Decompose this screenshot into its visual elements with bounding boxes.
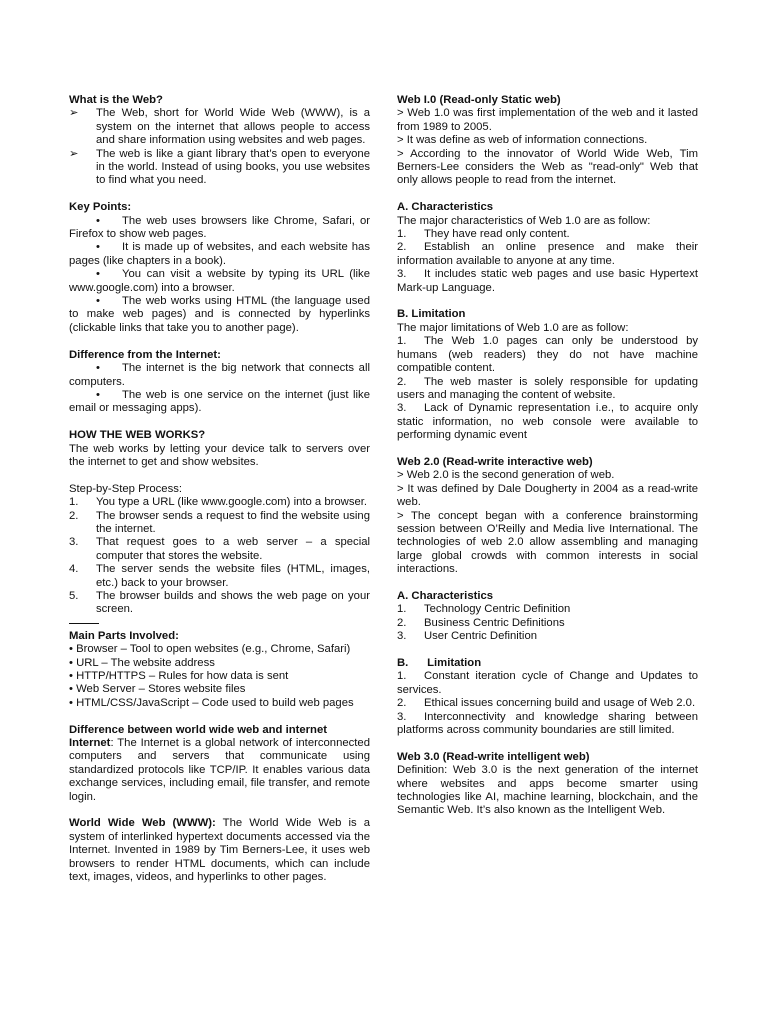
arrow-bullet-icon: ➢ <box>69 107 79 120</box>
item-number: 3. <box>397 630 407 643</box>
step-text: The browser sends a request to find the website using the internet. <box>96 509 370 535</box>
key-point <box>69 295 370 335</box>
item-number: 3. <box>397 710 407 723</box>
key-point-text: The web uses browsers like Chrome, Safari, or Firefox to show web pages. <box>69 214 370 241</box>
bullet-icon: • <box>96 362 100 375</box>
how-web-works-heading: HOW THE WEB WORKS? <box>69 429 206 442</box>
main-part-item: • HTML/CSS/JavaScript – Code used to build web pages <box>69 696 354 709</box>
web1-limitation-item <box>397 376 698 403</box>
www-label: World Wide Web (WWW): <box>69 817 216 830</box>
item-number: 3. <box>397 268 407 281</box>
step-number: 5. <box>69 589 79 602</box>
web2-limitation-item <box>397 711 698 738</box>
what-is-web-heading: What is the Web? <box>69 94 163 106</box>
item-text: The web master is solely responsible for updating users and managing the content of website. <box>397 375 698 401</box>
item-text: The Web 1.0 pages can only be understood by humans (web readers) they do not have machine compatible content. <box>397 335 698 375</box>
item-number: 3. <box>397 402 407 415</box>
www-text: The World Wide Web is a system of interlinked hypertext documents accessed via the Internet. Invented in 1989 by Tim Berners-Lee, it uses web browsers to render HTML documents, which can include text, images, videos, and hyperlinks to other pages. <box>69 817 370 884</box>
web2-line: > It was defined by Dale Dougherty in 2004 as a read-write web. <box>397 482 698 509</box>
item-number: 1. <box>397 670 407 683</box>
web3-heading: Web 3.0 (Read-write intelligent web) <box>397 750 590 763</box>
item-text: They have read only content. <box>424 228 570 241</box>
item-text: Interconnectivity and knowledge sharing between platforms across community boundaries are still limited. <box>397 710 698 737</box>
what-item-text: The Web, short for World Wide Web (WWW), is a system on the internet that allows people to access and share information using websites and web pages. <box>96 107 370 147</box>
web3-definition: Definition: Web 3.0 is the next generation of the internet where websites and apps become smarter using technologies like AI, machine learning, blockchain, and the Semantic Web. It’s also known as the Intelligent Web. <box>397 764 698 817</box>
web1-limitation-item <box>397 402 698 442</box>
step-number: 3. <box>69 536 79 549</box>
web1-heading: Web I.0 (Read-only Static web) <box>397 94 561 106</box>
web1-characteristic-item <box>397 241 698 268</box>
arrow-bullet-icon: ➢ <box>69 147 79 160</box>
web2-characteristic-item <box>397 630 698 643</box>
web2-limitation-heading: B. Limitation <box>397 656 482 669</box>
key-point-text: It is made up of websites, and each website has pages (like chapters in a book). <box>69 241 370 267</box>
item-text: Technology Centric Definition <box>424 603 571 616</box>
item-text: Establish an online presence and make their information available to anyone at any time. <box>397 241 698 267</box>
bullet-icon: • <box>96 295 100 308</box>
main-parts-heading: Main Parts Involved: <box>69 629 179 642</box>
item-text: Business Centric Definitions <box>424 616 565 629</box>
item-number: 1. <box>397 603 407 616</box>
www-definition <box>69 817 370 884</box>
web1-limitation-intro: The major limitations of Web 1.0 are as follow: <box>397 321 629 334</box>
web1-line: > Web 1.0 was first implementation of the web and it lasted from 1989 to 2005. <box>397 107 698 133</box>
item-number: 2. <box>397 375 407 388</box>
step-text: That request goes to a web server – a special computer that stores the website. <box>96 536 370 562</box>
key-point <box>69 215 370 242</box>
item-number: 1. <box>397 335 407 348</box>
web1-line: > It was define as web of information connections. <box>397 134 648 147</box>
main-part-item: • Browser – Tool to open websites (e.g., Chrome, Safari) <box>69 643 351 656</box>
main-part-item: • Web Server – Stores website files <box>69 683 246 696</box>
bullet-icon: • <box>96 241 100 254</box>
item-text: Ethical issues concerning build and usage of Web 2.0. <box>424 697 696 710</box>
web1-characteristic-item <box>397 268 698 295</box>
item-text: Lack of Dynamic representation i.e., to acquire only static information, no web console were available to performing dynamic event <box>397 402 698 442</box>
item-text: Constant iteration cycle of Change and Updates to services. <box>397 670 698 696</box>
web1-limitation-item <box>397 335 698 375</box>
step-number: 1. <box>69 496 79 509</box>
step-text: You type a URL (like www.google.com) into a browser. <box>96 496 368 509</box>
internet-text: : The Internet is a global network of interconnected computers and servers that communicate using standardized protocols like TCP/IP. It enables various data exchange services, including email, file transfer, and remote login. <box>69 737 370 803</box>
web2-line: > Web 2.0 is the second generation of web. <box>397 469 615 482</box>
item-number: 1. <box>397 228 407 241</box>
web1-characteristic-item <box>397 228 698 241</box>
bullet-icon: • <box>96 388 100 401</box>
section-divider <box>69 623 99 624</box>
step-item <box>69 496 370 509</box>
web1-characteristics-heading: A. Characteristics <box>397 201 494 214</box>
left-column <box>69 94 370 884</box>
step-number: 2. <box>69 509 79 522</box>
step-item <box>69 510 370 537</box>
right-column <box>397 94 698 818</box>
item-number: 2. <box>397 241 407 254</box>
item-number: 2. <box>397 616 407 629</box>
web1-line: > According to the innovator of World Wide Web, Tim Berners-Lee considers the Web as "read-only" Web that only allows people to read from the internet. <box>397 147 698 187</box>
difference-heading: Difference from the Internet: <box>69 348 221 361</box>
step-item <box>69 563 370 590</box>
step-number: 4. <box>69 563 79 576</box>
web2-characteristic-item <box>397 603 698 616</box>
difference-item <box>69 389 370 416</box>
step-text: The browser builds and shows the web page on your screen. <box>96 589 370 616</box>
step-item <box>69 536 370 563</box>
web2-line: > The concept began with a conference brainstorming session between O’Reilly and Media live International. The technologies of web 2.0 allow assembling and managing large global crowds with common interests in social interactions. <box>397 509 698 576</box>
main-part-item: • HTTP/HTTPS – Rules for how data is sent <box>69 670 289 682</box>
item-text: User Centric Definition <box>424 630 538 643</box>
key-point <box>69 268 370 295</box>
difference-item <box>69 362 370 389</box>
internet-definition <box>69 737 370 804</box>
key-points-heading: Key Points: <box>69 201 132 214</box>
web2-limitation-item <box>397 670 698 697</box>
bullet-icon: • <box>96 268 100 281</box>
step-text: The server sends the website files (HTML, images, etc.) back to your browser. <box>96 563 370 589</box>
web1-limitation-heading: B. Limitation <box>397 308 466 321</box>
difference-text: The web is one service on the internet (just like email or messaging apps). <box>69 388 370 415</box>
web2-characteristics-heading: A. Characteristics <box>397 589 494 602</box>
web2-heading: Web 2.0 (Read-write interactive web) <box>397 455 593 468</box>
what-item <box>69 107 370 147</box>
internet-label: Internet <box>69 737 111 750</box>
www-vs-internet-heading: Difference between world wide web and internet <box>69 723 327 736</box>
step-item <box>69 590 370 617</box>
difference-text: The internet is the big network that connects all computers. <box>69 362 370 388</box>
item-text: It includes static web pages and use basic Hypertext Mark-up Language. <box>397 268 698 294</box>
item-number: 2. <box>397 697 407 710</box>
how-web-works-text: The web works by letting your device talk to servers over the internet to get and show websites. <box>69 442 370 468</box>
main-part-item: • URL – The website address <box>69 656 215 669</box>
key-point-text: The web works using HTML (the language used to make web pages) and is connected by hyperlinks (clickable links that take you to another page). <box>69 295 370 334</box>
what-item-text: The web is like a giant library that’s open to everyone in the world. Instead of using books, you use websites to find what you need. <box>96 147 370 187</box>
what-item <box>69 148 370 188</box>
key-point-text: You can visit a website by typing its URL (like www.google.com) into a browser. <box>69 268 370 294</box>
key-point <box>69 241 370 268</box>
web1-characteristics-intro: The major characteristics of Web 1.0 are as follow: <box>397 214 651 227</box>
bullet-icon: • <box>96 214 100 227</box>
web2-characteristic-item <box>397 617 698 630</box>
web2-limitation-item <box>397 697 698 710</box>
steps-heading: Step-by-Step Process: <box>69 482 183 495</box>
